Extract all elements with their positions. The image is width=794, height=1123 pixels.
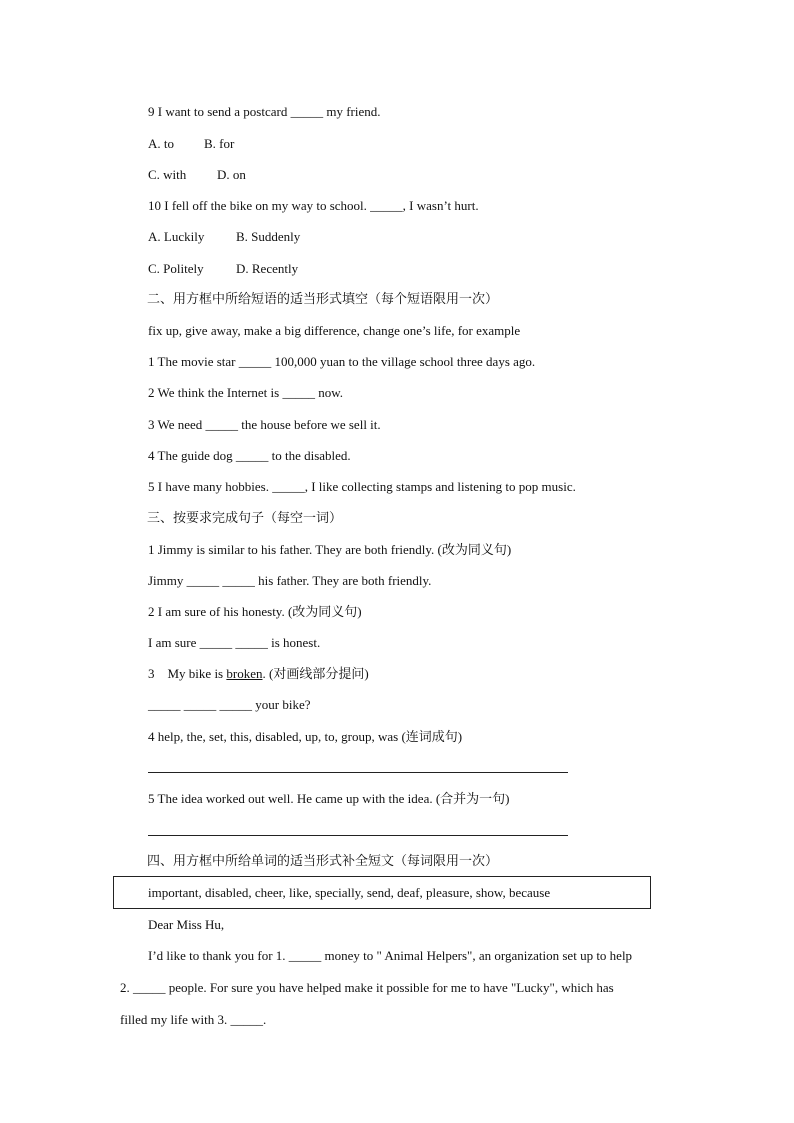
section-2-item: 3 We need _____ the house before we sell it.: [148, 417, 381, 432]
q9-option-a: A. to: [148, 136, 174, 151]
q9-stem: 9 I want to send a postcard _____ my friend.: [148, 104, 381, 119]
section-2-phrases: fix up, give away, make a big difference, change one’s life, for example: [148, 323, 521, 338]
section-3-q2: 2 I am sure of his honesty. (改为同义句): [148, 604, 362, 619]
section-3-q3: [148, 666, 369, 682]
section-3-q4: 4 help, the, set, this, disabled, up, to, group, was (连词成句): [148, 729, 463, 744]
section-2-item: 5 I have many hobbies. _____, I like collecting stamps and listening to pop music.: [148, 479, 576, 494]
q9-option-c: C. with: [148, 167, 187, 182]
word-box-words: important, disabled, cheer, like, specially, send, deaf, pleasure, show, because: [148, 885, 551, 900]
q10-option-c: C. Politely: [148, 261, 204, 276]
section-3-q1: 1 Jimmy is similar to his father. They are both friendly. (改为同义句): [148, 542, 512, 557]
section-4-title: 四、用方框中所给单词的适当形式补全短文（每词限用一次）: [147, 853, 499, 868]
letter-greeting: Dear Miss Hu,: [148, 917, 225, 932]
section-3-a2: I am sure _____ _____ is honest.: [148, 635, 321, 650]
section-3-q3-suffix: . (对画线部分提问): [262, 666, 369, 681]
q10-option-d: D. Recently: [236, 261, 299, 276]
passage-line: 2. _____ people. For sure you have helped make it possible for me to have "Lucky", which has: [120, 980, 614, 995]
section-3-a3: _____ _____ _____ your bike?: [148, 697, 311, 712]
q9-option-b: B. for: [204, 136, 235, 151]
section-2-title: 二、用方框中所给短语的适当形式填空（每个短语限用一次）: [147, 291, 499, 306]
underlined-word: broken: [226, 666, 263, 681]
section-2-item: 1 The movie star _____ 100,000 yuan to the village school three days ago.: [148, 354, 536, 369]
q10-option-b: B. Suddenly: [236, 229, 301, 244]
passage-line: filled my life with 3. _____.: [120, 1012, 267, 1027]
section-3-title: 三、按要求完成句子（每空一词）: [147, 510, 343, 525]
section-2-item: 2 We think the Internet is _____ now.: [148, 385, 344, 400]
passage-line: I’d like to thank you for 1. _____ money to " Animal Helpers", an organization set up to help: [148, 948, 633, 963]
section-3-q3-prefix: 3 My bike is: [148, 666, 227, 681]
q10-option-a: A. Luckily: [148, 229, 205, 244]
section-3-q5: 5 The idea worked out well. He came up with the idea. (合并为一句): [148, 791, 510, 806]
q10-stem: 10 I fell off the bike on my way to school. _____, I wasn’t hurt.: [148, 198, 479, 213]
section-2-item: 4 The guide dog _____ to the disabled.: [148, 448, 351, 463]
q9-option-d: D. on: [217, 167, 246, 182]
answer-line[interactable]: [148, 772, 568, 773]
section-3-a1: Jimmy _____ _____ his father. They are both friendly.: [148, 573, 432, 588]
answer-line[interactable]: [148, 835, 568, 836]
